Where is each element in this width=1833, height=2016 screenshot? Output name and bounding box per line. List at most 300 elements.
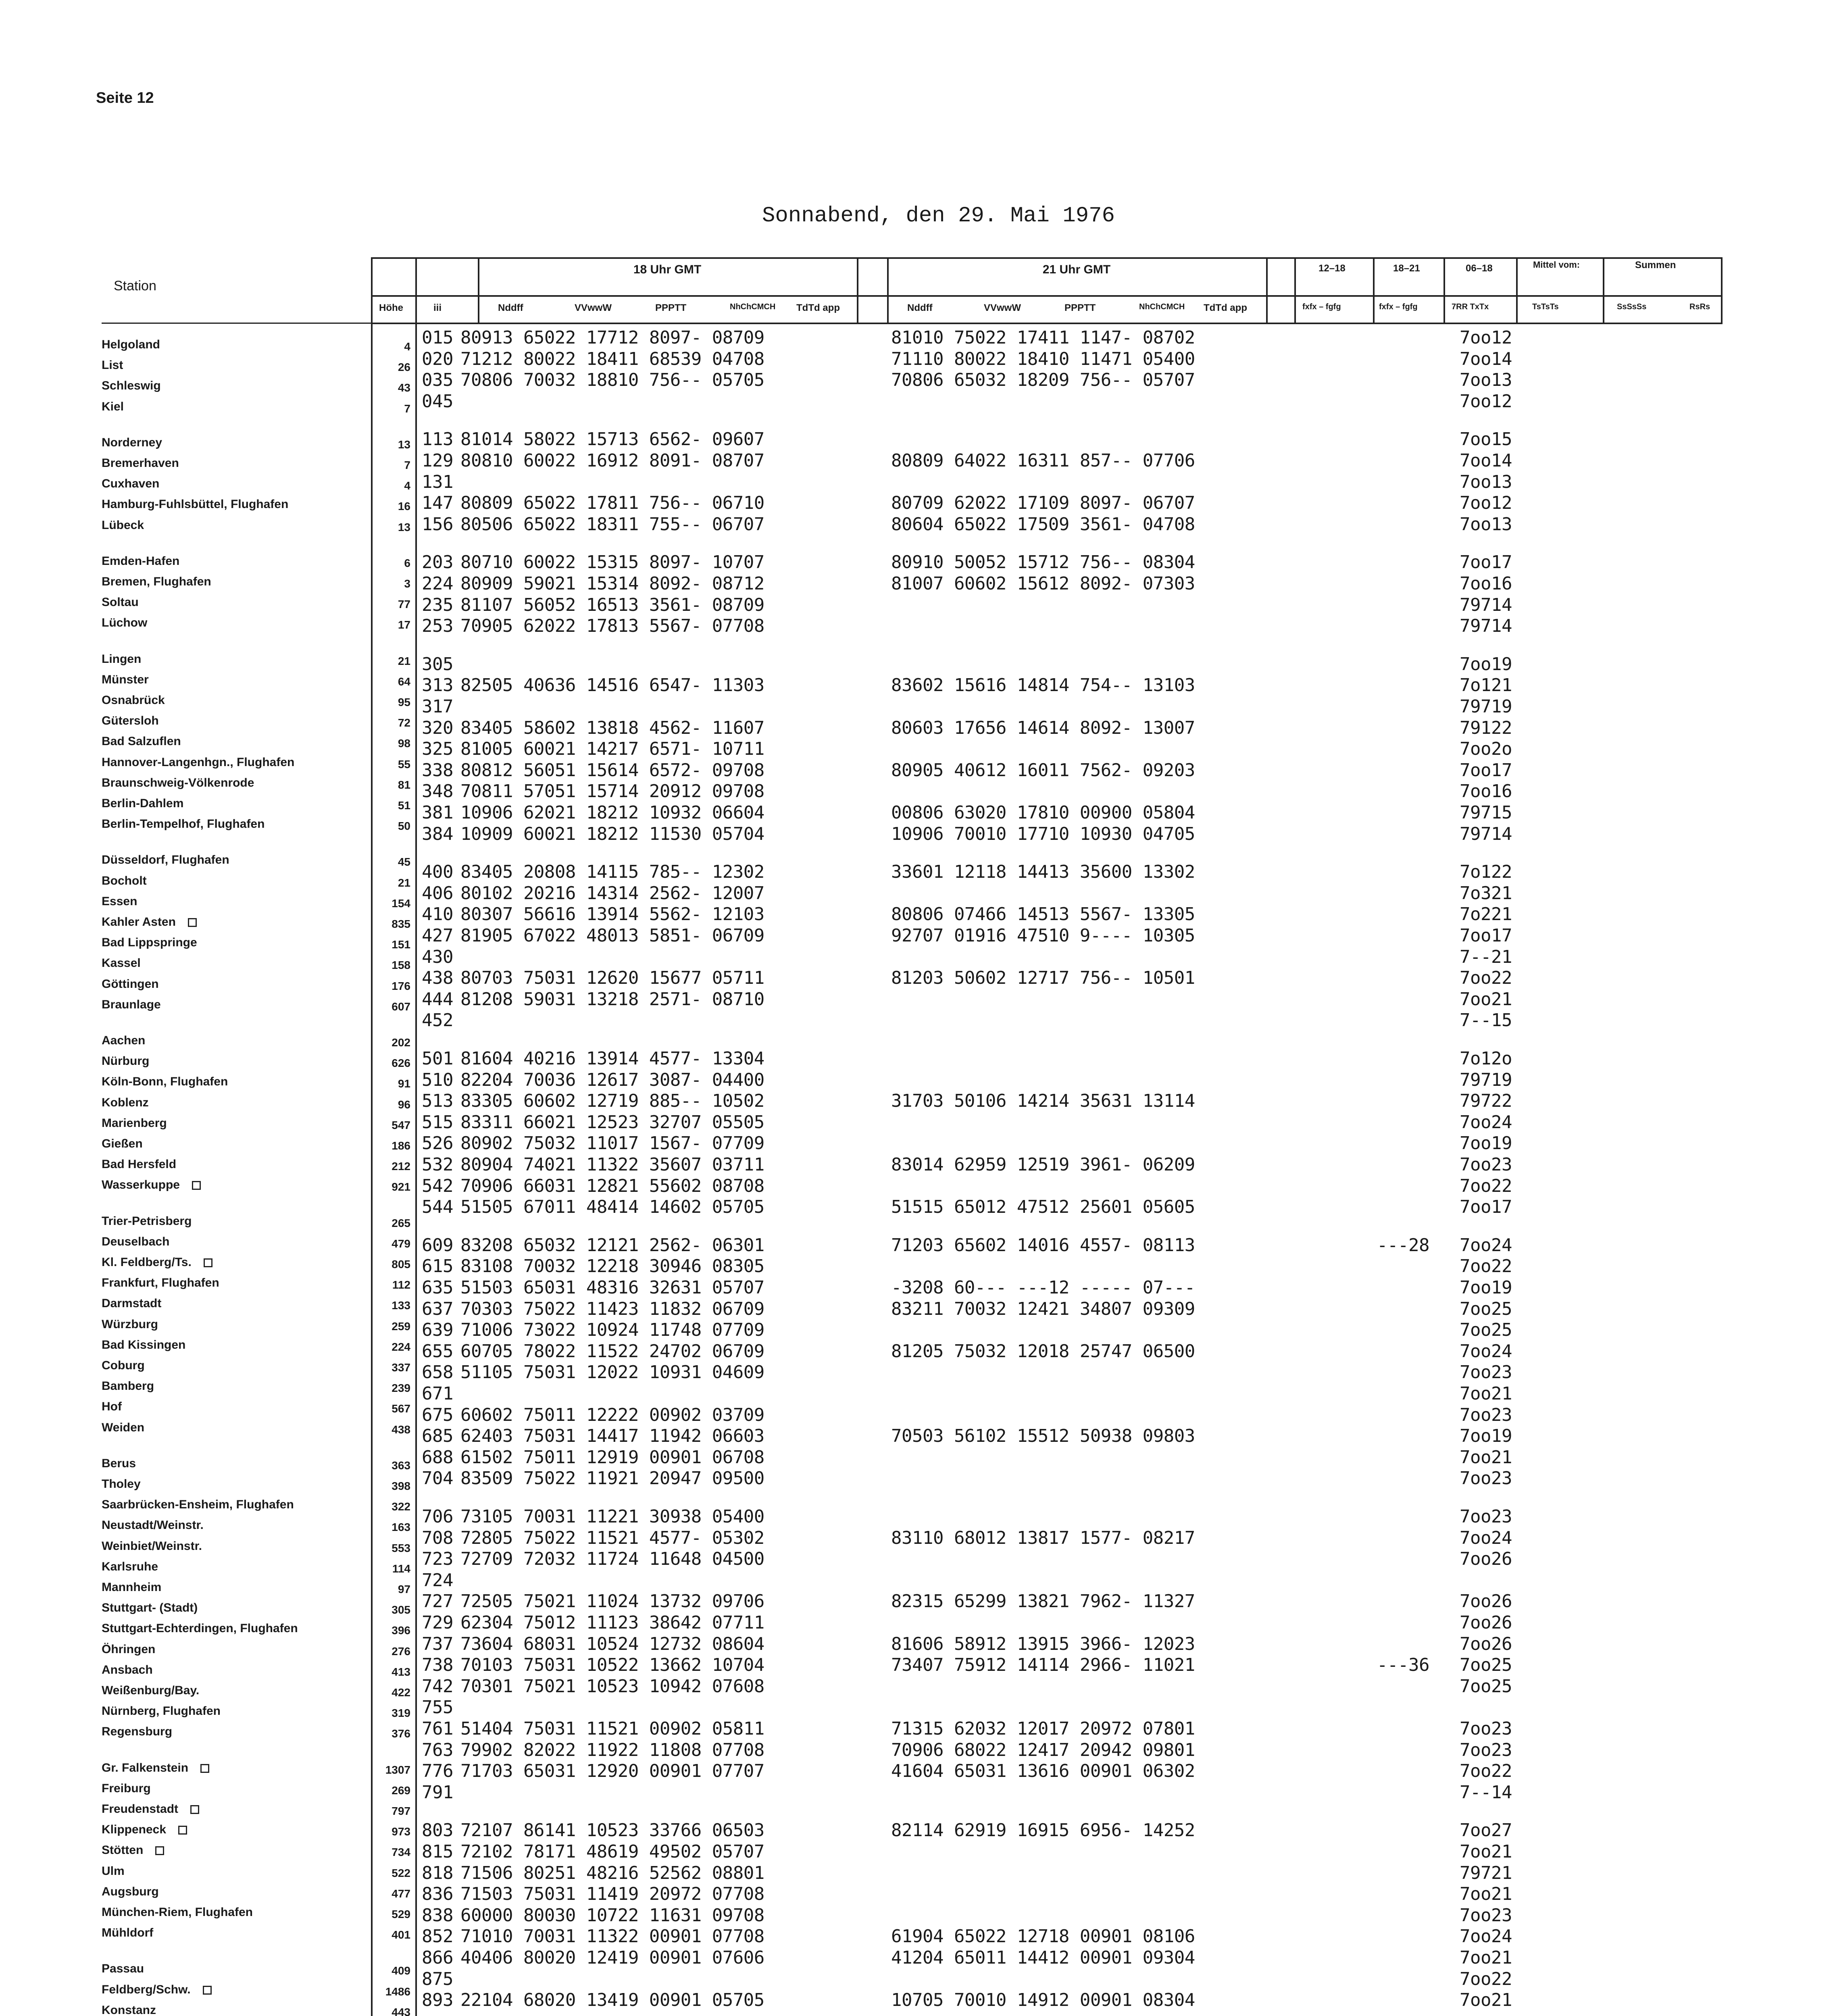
obs-18-gmt: 70301 75021 10523 10942 07608 xyxy=(460,1676,764,1697)
station-elevation: 43 xyxy=(398,381,410,394)
mountain-station-marker-icon xyxy=(204,1258,212,1267)
station-elevation: 50 xyxy=(398,820,410,833)
station-elevation: 239 xyxy=(392,1382,410,1395)
station-number: 729 xyxy=(422,1612,453,1633)
obs-18-gmt: 80913 65022 17712 8097- 08709 xyxy=(460,327,764,348)
rain-temp-06-18: 7oo19 xyxy=(1460,1133,1512,1154)
station-label: Cuxhaven xyxy=(102,477,160,491)
station-number: 400 xyxy=(422,862,453,883)
mountain-station-marker-icon xyxy=(178,1826,187,1835)
station-elevation: 77 xyxy=(398,598,410,611)
station-name xyxy=(102,1761,209,1775)
station-label: Aachen xyxy=(102,1034,146,1047)
station-name xyxy=(102,358,123,372)
station-elevation: 64 xyxy=(398,675,410,688)
mittel-header: Mittel vom: xyxy=(1533,260,1580,270)
station-elevation: 398 xyxy=(392,1480,410,1492)
col-divider-21-end xyxy=(1266,257,1268,324)
station-label: Gr. Falkenstein xyxy=(102,1761,189,1774)
obs-18-gmt: 70806 70032 18810 756-- 05705 xyxy=(460,370,764,391)
obs-18-gmt: 72709 72032 11724 11648 04500 xyxy=(460,1549,764,1570)
col-divider-end xyxy=(1721,257,1723,324)
station-number: 384 xyxy=(422,823,453,844)
obs-18-gmt: 70303 75022 11423 11832 06709 xyxy=(460,1298,764,1319)
station-number: 045 xyxy=(422,391,453,412)
station-elevation: 81 xyxy=(398,778,410,791)
station-label: Ansbach xyxy=(102,1663,153,1677)
obs-18-gmt: 70811 57051 15714 20912 09708 xyxy=(460,781,764,802)
obs-18-gmt: 80812 56051 15614 6572- 09708 xyxy=(460,760,764,781)
col-summen-rain: RsRs xyxy=(1689,302,1710,311)
station-elevation: 607 xyxy=(392,1000,410,1013)
station-elevation: 305 xyxy=(392,1604,410,1616)
station-name xyxy=(102,1725,172,1739)
rain-temp-06-18: 7oo25 xyxy=(1460,1298,1512,1319)
col-clouds-18: NhChCMCH xyxy=(730,302,776,311)
station-number: 348 xyxy=(422,781,453,802)
station-number: 147 xyxy=(422,493,453,514)
station-number: 235 xyxy=(422,594,453,615)
station-label: Mühldorf xyxy=(102,1926,154,1940)
station-elevation: 112 xyxy=(392,1279,410,1291)
obs-18-gmt: 60000 80030 10722 11631 09708 xyxy=(460,1905,764,1926)
station-elevation: 438 xyxy=(392,1423,410,1436)
col-vvwww-18: VVwwW xyxy=(575,302,612,313)
station-label: Bremerhaven xyxy=(102,456,179,470)
station-number: 515 xyxy=(422,1112,453,1133)
station-number: 430 xyxy=(422,946,453,967)
obs-21-gmt: 70503 56102 15512 50938 09803 xyxy=(891,1426,1195,1447)
station-number: 542 xyxy=(422,1175,453,1196)
obs-18-gmt: 80703 75031 12620 15677 05711 xyxy=(460,968,764,989)
station-elevation: 567 xyxy=(392,1402,410,1415)
station-name xyxy=(102,477,159,491)
rain-temp-06-18: 7oo17 xyxy=(1460,760,1512,781)
station-elevation: 443 xyxy=(392,2006,410,2016)
station-elevation: 547 xyxy=(392,1118,410,1131)
rain-temp-06-18: 7oo12 xyxy=(1460,391,1512,412)
station-name xyxy=(102,1983,212,1997)
rain-temp-06-18: 7oo25 xyxy=(1460,1676,1512,1697)
station-name xyxy=(102,1178,201,1192)
rain-temp-06-18: 7oo24 xyxy=(1460,1926,1512,1947)
station-number: 532 xyxy=(422,1154,453,1175)
station-label: Weiden xyxy=(102,1420,145,1434)
station-label: Lingen xyxy=(102,652,142,666)
station-number: 313 xyxy=(422,675,453,696)
rain-temp-06-18: 7oo19 xyxy=(1460,654,1512,675)
obs-21-gmt: 00806 63020 17810 00900 05804 xyxy=(891,802,1195,823)
station-label: München-Riem, Flughafen xyxy=(102,1906,253,1919)
col-gust-1218: fxfx – fgfg xyxy=(1302,302,1341,311)
rain-temp-06-18: 7oo22 xyxy=(1460,1761,1512,1782)
station-number: 253 xyxy=(422,616,453,637)
col-divider-1821 xyxy=(1373,257,1375,324)
obs-21-gmt: 80604 65022 17509 3561- 04708 xyxy=(891,514,1195,535)
station-label: Coburg xyxy=(102,1359,145,1372)
station-label: Köln-Bonn, Flughafen xyxy=(102,1075,228,1089)
obs-18-gmt: 51404 75031 11521 00902 05811 xyxy=(460,1718,764,1739)
station-name xyxy=(102,1457,136,1470)
obs-18-gmt: 80710 60022 15315 8097- 10707 xyxy=(460,552,764,573)
col-nddff-21: Nddff xyxy=(907,302,933,313)
station-name xyxy=(102,1684,199,1697)
station-label: Münster xyxy=(102,673,149,686)
station-elevation: 522 xyxy=(392,1866,410,1879)
station-elevation: 363 xyxy=(392,1459,410,1472)
obs-21-gmt: 82315 65299 13821 7962- 11327 xyxy=(891,1591,1195,1612)
station-elevation: 13 xyxy=(398,438,410,451)
station-elevation: 3 xyxy=(404,577,410,590)
station-elevation: 7 xyxy=(404,459,410,471)
station-name xyxy=(102,1539,202,1553)
rain-temp-06-18: 7o221 xyxy=(1460,904,1512,925)
station-number: 015 xyxy=(422,327,453,348)
obs-18-gmt: 60705 78022 11522 24702 06709 xyxy=(460,1341,764,1362)
station-name xyxy=(102,1823,187,1837)
station-number: 609 xyxy=(422,1235,453,1256)
station-label: Hannover-Langenhgn., Flughafen xyxy=(102,755,295,769)
station-elevation: 396 xyxy=(392,1624,410,1637)
rain-temp-06-18: 7oo22 xyxy=(1460,1968,1512,1989)
station-name xyxy=(102,400,124,414)
station-label: Kassel xyxy=(102,956,141,970)
rain-temp-06-18: 7oo24 xyxy=(1460,1112,1512,1133)
station-name xyxy=(102,895,137,908)
station-name xyxy=(102,1962,144,1976)
rain-temp-06-18: 7oo19 xyxy=(1460,1426,1512,1447)
station-elevation: 337 xyxy=(392,1361,410,1374)
col-divider-1218 xyxy=(1294,257,1296,324)
station-elevation: 21 xyxy=(398,876,410,889)
station-name xyxy=(102,1338,185,1352)
col-ppptt-21: PPPTT xyxy=(1064,302,1096,313)
col-clouds-21: NhChCMCH xyxy=(1139,302,1185,311)
obs-18-gmt: 10906 62021 18212 10932 06604 xyxy=(460,802,764,823)
station-name xyxy=(102,1116,167,1130)
station-elevation: 401 xyxy=(392,1929,410,1941)
rain-temp-06-18: 7oo21 xyxy=(1460,1841,1512,1862)
station-label: Regensburg xyxy=(102,1725,173,1739)
rain-temp-06-18: 7oo22 xyxy=(1460,1175,1512,1196)
obs-18-gmt: 71703 65031 12920 00901 07707 xyxy=(460,1761,764,1782)
header-rule-top xyxy=(371,257,1722,259)
station-label: Bad Hersfeld xyxy=(102,1158,177,1171)
rain-temp-06-18: 7--21 xyxy=(1460,946,1512,967)
station-elevation: 276 xyxy=(392,1645,410,1658)
station-elevation: 477 xyxy=(392,1887,410,1900)
station-name xyxy=(102,673,149,687)
station-elevation: 21 xyxy=(398,654,410,667)
rain-temp-06-18: 7oo26 xyxy=(1460,1612,1512,1633)
station-number: 501 xyxy=(422,1048,453,1069)
station-elevation: 97 xyxy=(398,1583,410,1595)
station-number: 708 xyxy=(422,1527,453,1548)
obs-18-gmt: 81208 59031 13218 2571- 08710 xyxy=(460,989,764,1010)
rain-temp-06-18: 7oo13 xyxy=(1460,370,1512,391)
station-name xyxy=(102,956,141,970)
station-label: Ulm xyxy=(102,1864,125,1878)
station-name xyxy=(102,1643,155,1656)
station-rule xyxy=(102,323,372,324)
mountain-station-marker-icon xyxy=(192,1181,201,1190)
station-number: 658 xyxy=(422,1362,453,1383)
station-label: Karlsruhe xyxy=(102,1560,158,1573)
rain-temp-06-18: 7oo24 xyxy=(1460,1235,1512,1256)
station-label: Wasserkuppe xyxy=(102,1178,180,1192)
obs-21-gmt: 83602 15616 14814 754-- 13103 xyxy=(891,675,1195,696)
station-label: Nürburg xyxy=(102,1054,150,1068)
rain-temp-06-18: 7oo15 xyxy=(1460,429,1512,450)
station-label: Weinbiet/Weinstr. xyxy=(102,1539,202,1553)
station-label: Helgoland xyxy=(102,338,160,351)
rain-temp-06-18: 7oo12 xyxy=(1460,493,1512,514)
station-name xyxy=(102,2004,156,2016)
station-label: Kahler Asten xyxy=(102,915,176,929)
rain-temp-06-18: 7o321 xyxy=(1460,883,1512,904)
station-label: Bad Salzuflen xyxy=(102,735,181,748)
obs-18-gmt: 51105 75031 12022 10931 04609 xyxy=(460,1362,764,1383)
station-name xyxy=(102,1498,294,1512)
station-label: Braunlage xyxy=(102,998,161,1011)
station-elevation: 45 xyxy=(398,856,410,868)
period-06-18: 06–18 xyxy=(1466,263,1493,274)
station-number: 410 xyxy=(422,904,453,925)
obs-21-gmt: 80910 50052 15712 756-- 08304 xyxy=(891,552,1195,573)
station-name xyxy=(102,756,294,769)
station-elevation: 409 xyxy=(392,1964,410,1977)
obs-18-gmt: 73604 68031 10524 12732 08604 xyxy=(460,1633,764,1654)
station-name xyxy=(102,596,139,609)
station-elevation: 202 xyxy=(392,1036,410,1049)
station-label: Marienberg xyxy=(102,1116,167,1130)
rain-temp-06-18: 7oo17 xyxy=(1460,925,1512,946)
station-number: 866 xyxy=(422,1947,453,1968)
station-label: Passau xyxy=(102,1962,144,1976)
rain-temp-06-18: 7oo19 xyxy=(1460,1277,1512,1298)
station-label: Düsseldorf, Flughafen xyxy=(102,853,229,867)
station-name xyxy=(102,1400,122,1414)
station-label: Berlin-Dahlem xyxy=(102,797,184,810)
station-name xyxy=(102,456,179,470)
station-elevation: 163 xyxy=(392,1521,410,1534)
station-label: Göttingen xyxy=(102,977,159,991)
obs-18-gmt: 70905 62022 17813 5567- 07708 xyxy=(460,616,764,637)
station-number: 655 xyxy=(422,1341,453,1362)
obs-21-gmt: 83211 70032 12421 34807 09309 xyxy=(891,1298,1195,1319)
obs-18-gmt: 83208 65032 12121 2562- 06301 xyxy=(460,1235,764,1256)
station-number: 452 xyxy=(422,1010,453,1031)
station-number: 755 xyxy=(422,1697,453,1718)
col-divider-iii xyxy=(415,257,417,2016)
rain-temp-06-18: 7oo14 xyxy=(1460,450,1512,471)
station-number: 406 xyxy=(422,883,453,904)
obs-18-gmt: 62304 75012 11123 38642 07711 xyxy=(460,1612,764,1633)
obs-18-gmt: 81905 67022 48013 5851- 06709 xyxy=(460,925,764,946)
station-label: Konstanz xyxy=(102,2003,156,2016)
station-elevation: 4 xyxy=(404,479,410,492)
obs-21-gmt: 81606 58912 13915 3966- 12023 xyxy=(891,1633,1195,1654)
rain-temp-06-18: 7oo21 xyxy=(1460,989,1512,1010)
station-name xyxy=(102,1214,192,1228)
station-number: 513 xyxy=(422,1091,453,1112)
rain-temp-06-18: 7oo23 xyxy=(1460,1718,1512,1739)
station-number: 724 xyxy=(422,1570,453,1591)
station-label: Soltau xyxy=(102,596,139,609)
station-elevation: 212 xyxy=(392,1160,410,1173)
period-12-18: 12–18 xyxy=(1319,263,1346,274)
station-label: Gütersloh xyxy=(102,714,159,728)
rain-temp-06-18: 7oo21 xyxy=(1460,1447,1512,1468)
station-name xyxy=(102,797,183,810)
obs-18-gmt: 82204 70036 12617 3087- 04400 xyxy=(460,1069,764,1090)
obs-21-gmt: 80806 07466 14513 5567- 13305 xyxy=(891,904,1195,925)
obs-18-gmt: 80810 60022 16912 8091- 08707 xyxy=(460,450,764,471)
station-number: 438 xyxy=(422,968,453,989)
station-elevation: 422 xyxy=(392,1686,410,1699)
mountain-station-marker-icon xyxy=(188,918,197,927)
station-name xyxy=(102,1421,144,1435)
station-number: 510 xyxy=(422,1069,453,1090)
summen-header: Summen xyxy=(1635,260,1676,271)
rain-temp-06-18: 7oo21 xyxy=(1460,1990,1512,2011)
station-label: Freudenstadt xyxy=(102,1802,179,1816)
station-elevation: 16 xyxy=(398,500,410,513)
station-number: 815 xyxy=(422,1841,453,1862)
station-elevation: 6 xyxy=(404,556,410,569)
station-label: Berus xyxy=(102,1456,136,1470)
obs-18-gmt: 83405 58602 13818 4562- 11607 xyxy=(460,717,764,738)
station-label: Weißenburg/Bay. xyxy=(102,1684,200,1697)
station-number: 776 xyxy=(422,1761,453,1782)
station-number: 444 xyxy=(422,989,453,1010)
station-number: 156 xyxy=(422,514,453,535)
station-number: 131 xyxy=(422,471,453,492)
station-number: 818 xyxy=(422,1862,453,1883)
station-name xyxy=(102,1906,253,1919)
station-number: 688 xyxy=(422,1447,453,1468)
col-dewpoint-18: TdTd app xyxy=(796,302,840,313)
station-elevation: 55 xyxy=(398,758,410,771)
obs-21-gmt: 71203 65602 14016 4557- 08113 xyxy=(891,1235,1195,1256)
page-number: Seite 12 xyxy=(96,90,154,106)
station-name xyxy=(102,616,147,630)
station-number: 113 xyxy=(422,429,453,450)
station-label: Berlin-Tempelhof, Flughafen xyxy=(102,817,265,831)
group-18-gmt: 18 Uhr GMT xyxy=(633,263,702,276)
station-elevation: 269 xyxy=(392,1784,410,1797)
rain-temp-06-18: 7oo13 xyxy=(1460,514,1512,535)
obs-18-gmt: 83305 60602 12719 885-- 10502 xyxy=(460,1091,764,1112)
obs-21-gmt: 80709 62022 17109 8097- 06707 xyxy=(891,493,1195,514)
rain-temp-06-18: 7oo21 xyxy=(1460,1884,1512,1905)
rain-temp-06-18: 7oo16 xyxy=(1460,781,1512,802)
station-name xyxy=(102,1158,176,1171)
station-elevation: 176 xyxy=(392,979,410,992)
rain-temp-06-18: 7oo24 xyxy=(1460,1527,1512,1548)
station-label: Stuttgart- (Stadt) xyxy=(102,1601,198,1615)
station-label: Braunschweig-Völkenrode xyxy=(102,776,254,789)
obs-21-gmt: 71110 80022 18410 11471 05400 xyxy=(891,348,1195,369)
station-name xyxy=(102,1864,125,1878)
iii-header: iii xyxy=(433,302,442,313)
obs-21-gmt: 83014 62959 12519 3961- 06209 xyxy=(891,1154,1195,1175)
station-label: Bocholt xyxy=(102,874,147,887)
station-name xyxy=(102,1622,298,1635)
station-number: 671 xyxy=(422,1383,453,1404)
rain-temp-06-18: 7oo25 xyxy=(1460,1655,1512,1676)
station-number: 305 xyxy=(422,654,453,675)
station-number: 685 xyxy=(422,1426,453,1447)
station-name xyxy=(102,436,162,450)
station-number: 893 xyxy=(422,1990,453,2011)
obs-18-gmt: 80809 65022 17811 756-- 06710 xyxy=(460,493,764,514)
rain-temp-06-18: 7oo21 xyxy=(1460,1947,1512,1968)
station-elevation: 265 xyxy=(392,1216,410,1229)
station-number: 427 xyxy=(422,925,453,946)
rain-temp-06-18: 79122 xyxy=(1460,717,1512,738)
station-header: Station xyxy=(114,278,156,294)
obs-18-gmt: 71006 73022 10924 11748 07709 xyxy=(460,1320,764,1341)
station-elevation: 376 xyxy=(392,1727,410,1740)
station-number: 317 xyxy=(422,696,453,717)
date-line: Sonnabend, den 29. Mai 1976 xyxy=(762,204,1115,228)
station-label: Norderney xyxy=(102,435,162,449)
station-label: Stötten xyxy=(102,1843,144,1857)
station-number: 615 xyxy=(422,1256,453,1277)
station-label: Klippeneck xyxy=(102,1823,167,1837)
obs-21-gmt: 70906 68022 12417 20942 09801 xyxy=(891,1739,1195,1760)
station-name xyxy=(102,652,141,666)
obs-21-gmt: -3208 60--- ---12 ----- 07--- xyxy=(891,1277,1195,1298)
obs-21-gmt: 61904 65022 12718 00901 08106 xyxy=(891,1926,1195,1947)
station-elevation: 186 xyxy=(392,1139,410,1152)
station-label: Lüchow xyxy=(102,616,148,630)
obs-21-gmt: 80603 17656 14614 8092- 13007 xyxy=(891,717,1195,738)
station-number: 526 xyxy=(422,1133,453,1154)
obs-18-gmt: 79902 82022 11922 11808 07708 xyxy=(460,1739,764,1760)
col-gust-1821: fxfx – fgfg xyxy=(1379,302,1418,311)
station-label: Tholey xyxy=(102,1477,141,1491)
obs-18-gmt: 72102 78171 48619 49502 05707 xyxy=(460,1841,764,1862)
station-elevation: 7 xyxy=(404,402,410,415)
station-label: Würzburg xyxy=(102,1317,158,1331)
station-elevation: 479 xyxy=(392,1237,410,1250)
station-name xyxy=(102,694,165,707)
station-number: 838 xyxy=(422,1905,453,1926)
mountain-station-marker-icon xyxy=(190,1805,199,1814)
obs-21-gmt: 70806 65032 18209 756-- 05707 xyxy=(891,370,1195,391)
station-name xyxy=(102,1276,219,1290)
rain-temp-06-18: 7oo25 xyxy=(1460,1320,1512,1341)
station-name xyxy=(102,554,179,568)
station-number: 320 xyxy=(422,717,453,738)
col-mittel-temp: TsTsTs xyxy=(1532,302,1559,311)
obs-21-gmt: 80905 40612 16011 7562- 09203 xyxy=(891,760,1195,781)
station-label: List xyxy=(102,358,123,372)
obs-18-gmt: 83108 70032 12218 30946 08305 xyxy=(460,1256,764,1277)
col-divider-0618 xyxy=(1443,257,1445,324)
station-name xyxy=(102,874,147,888)
col-nddff-18: Nddff xyxy=(498,302,523,313)
obs-18-gmt: 81604 40216 13914 4577- 13304 xyxy=(460,1048,764,1069)
station-number: 325 xyxy=(422,739,453,760)
station-label: Bad Kissingen xyxy=(102,1338,186,1352)
period-18-21: 18–21 xyxy=(1393,263,1420,274)
group-21-gmt: 21 Uhr GMT xyxy=(1042,263,1111,276)
obs-18-gmt: 71212 80022 18411 68539 04708 xyxy=(460,348,764,369)
station-name xyxy=(102,1704,221,1718)
